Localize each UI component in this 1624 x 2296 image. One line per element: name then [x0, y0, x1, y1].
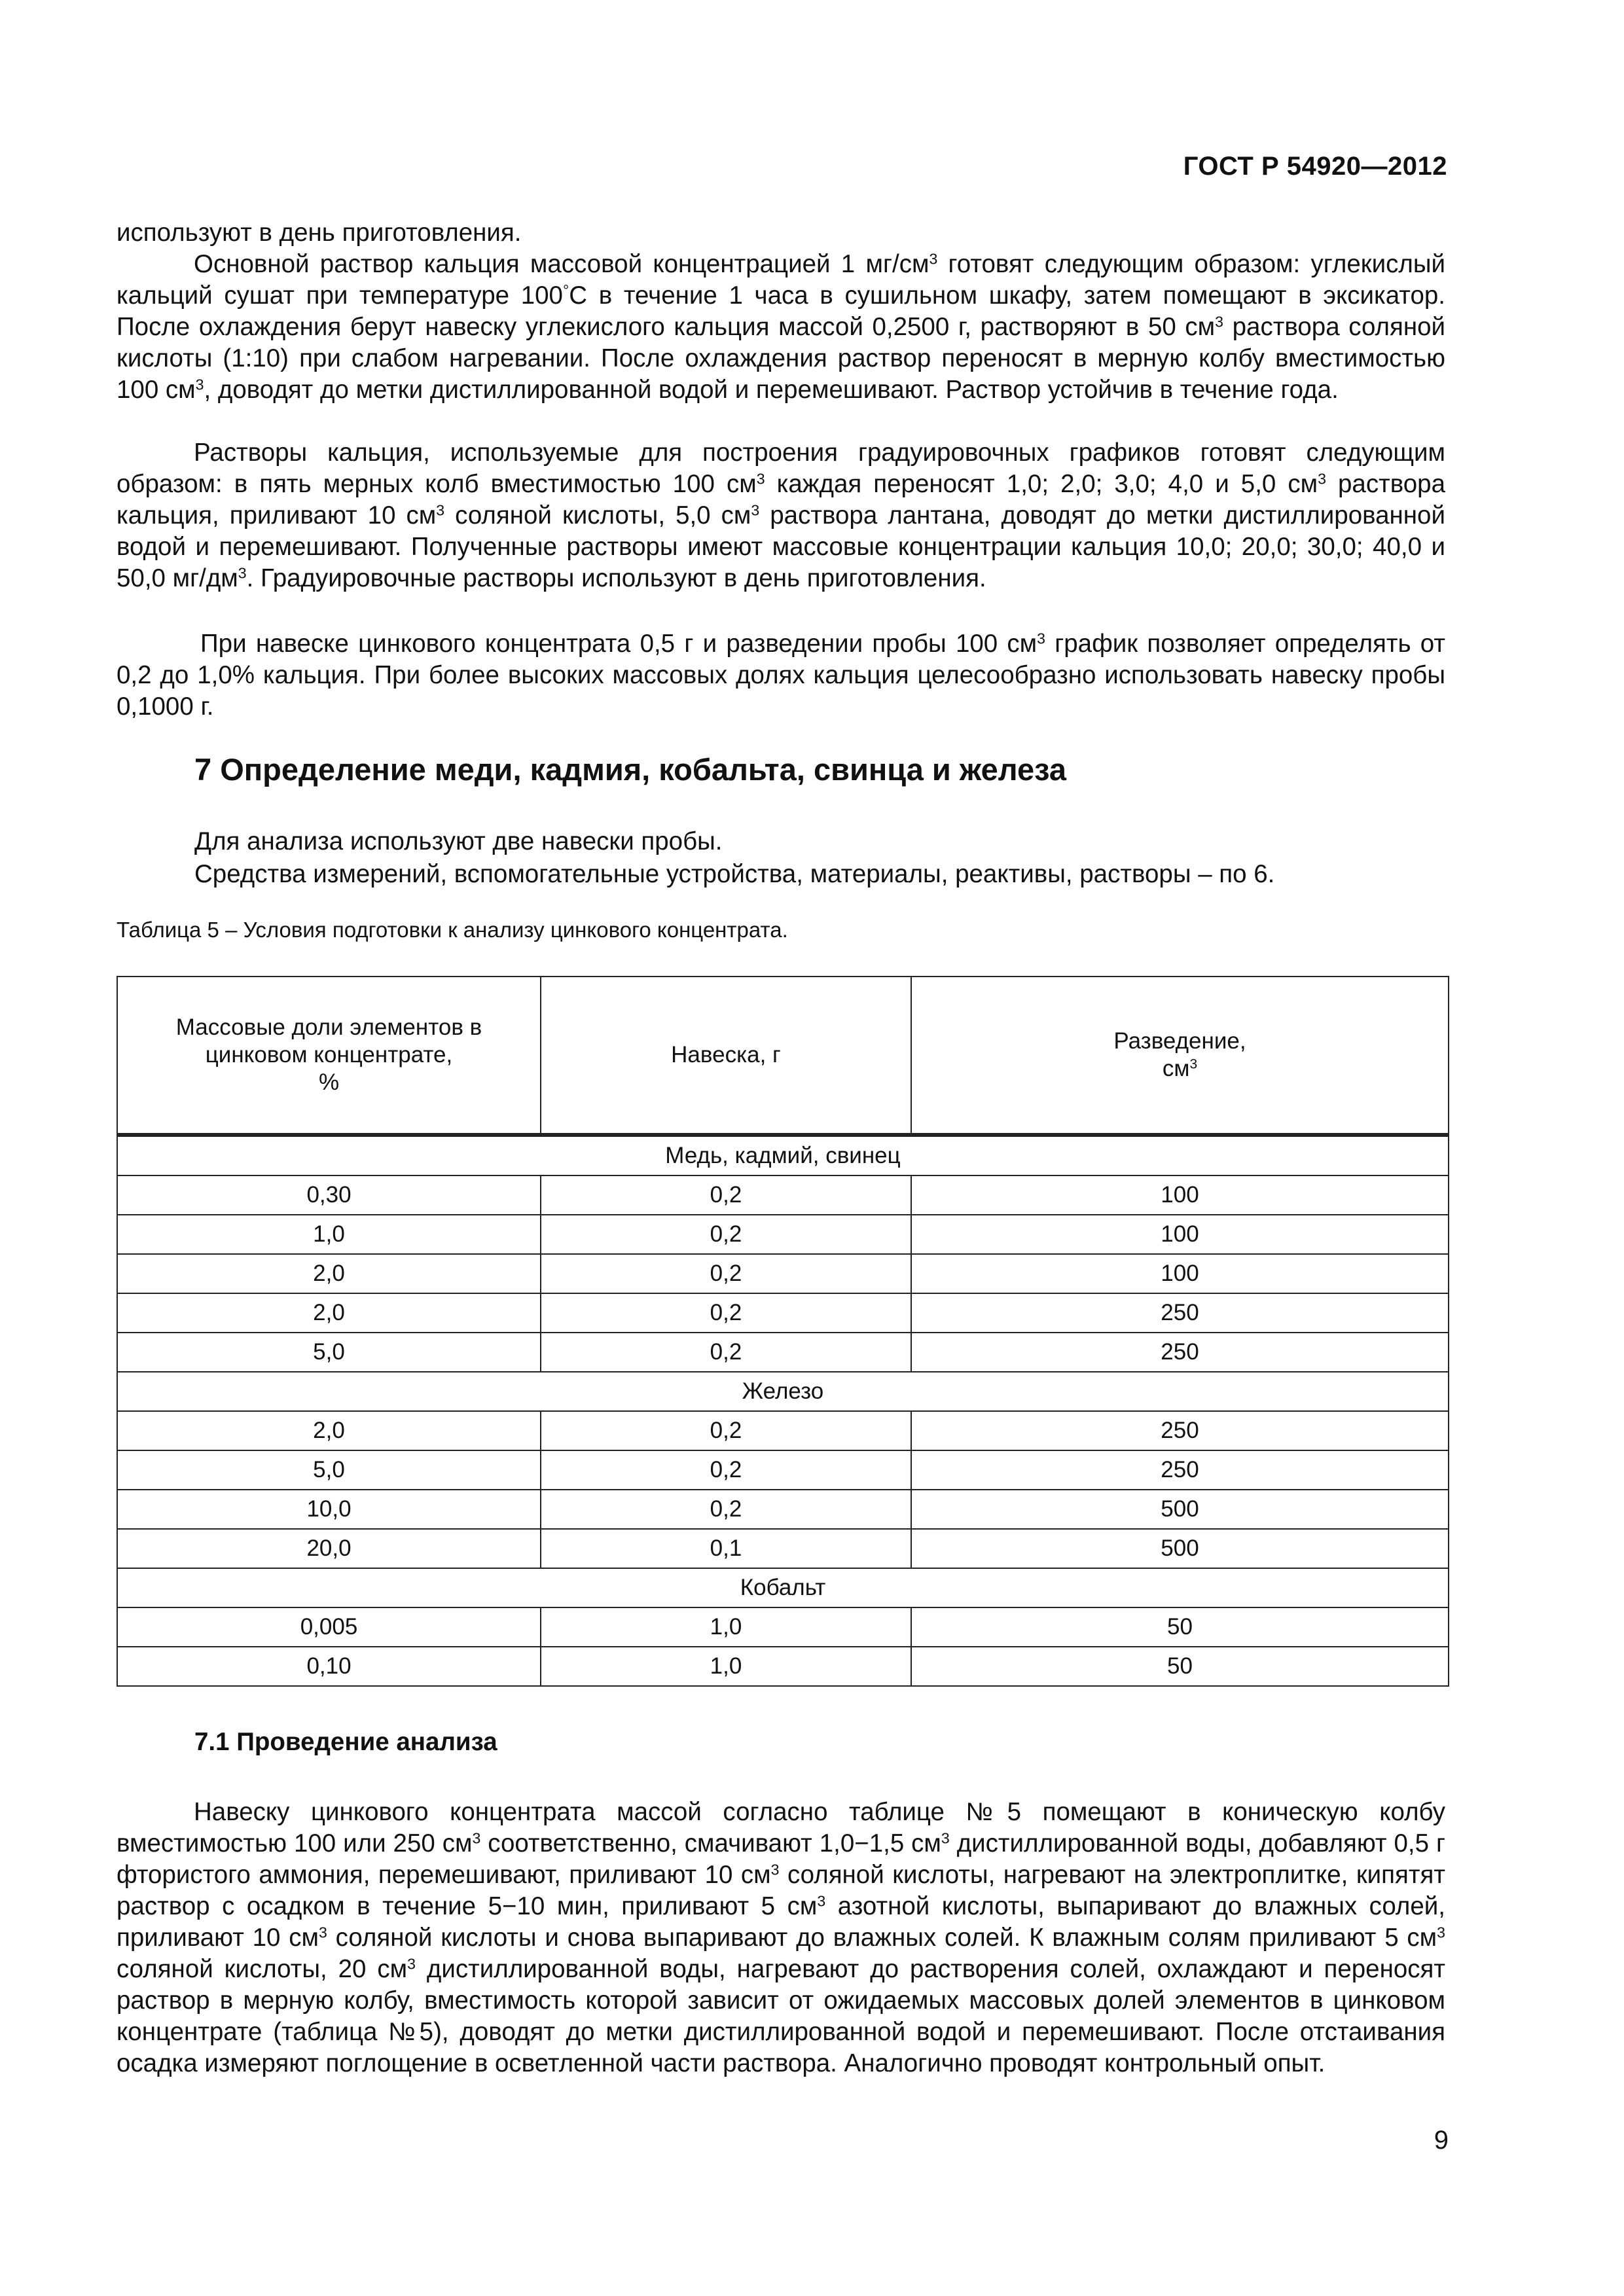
table-row	[117, 1607, 1449, 1647]
table-body	[117, 1135, 1449, 1686]
table-group-label: Железо	[117, 1372, 1449, 1411]
cell-dilution: 50	[911, 1647, 1449, 1686]
cell-mass-fraction: 0,10	[117, 1647, 541, 1686]
cell-mass-fraction: 0,30	[117, 1175, 541, 1215]
header-dilution-line-2: $см^3$	[1162, 1056, 1198, 1081]
cell-sample-mass: 0,2	[541, 1450, 911, 1490]
section-7-line-1: Для анализа используют две навески пробы.	[194, 827, 723, 855]
cell-dilution: 250	[911, 1450, 1449, 1490]
cell-sample-mass: 0,2	[541, 1411, 911, 1450]
table-group-row	[117, 1568, 1449, 1607]
section-7-1-heading: 7.1 Проведение анализа	[194, 1728, 497, 1756]
cell-dilution: 500	[911, 1529, 1449, 1568]
cell-dilution: 250	[911, 1293, 1449, 1333]
header-sample-mass: Навеска, г	[541, 977, 911, 1135]
cell-sample-mass: 0,2	[541, 1175, 911, 1215]
table-row	[117, 1215, 1449, 1254]
table-group-row	[117, 1372, 1449, 1411]
table-group-label: Кобальт	[117, 1568, 1449, 1607]
table-row	[117, 1450, 1449, 1490]
cell-dilution: 100	[911, 1175, 1449, 1215]
header-mass-fraction	[117, 977, 541, 1135]
table-5	[117, 976, 1449, 1687]
cell-dilution: 250	[911, 1333, 1449, 1372]
table-row	[117, 1529, 1449, 1568]
section-7-line-2: Средства измерений, вспомогательные устройства, материалы, реактивы, растворы – по 6.	[194, 860, 1275, 888]
table-row	[117, 1647, 1449, 1686]
table-row	[117, 1293, 1449, 1333]
paragraph-calcium-stock: Основной раствор кальция массовой концентрацией 1 $мг/см^3$ готовят следующим образом: углекислый кальций сушат при температуре 100°С в течение 1 часа в сушильном шкафу, затем помещают в эксикатор. После охлаждения берут навеску углекислого кальция массой 0,2500 г, растворяют в 50 $см^3$ раствора соляной кислоты (1:10) при слабом нагревании. После охлаждения раствор переносят в мерную колбу вместимостью 100 $см^3$, доводят до метки дистиллированной водой и перемешивают. Раствор устойчив в течение года.	[117, 250, 1446, 404]
cell-dilution: 100	[911, 1215, 1449, 1254]
cell-dilution: 500	[911, 1490, 1449, 1529]
cell-mass-fraction: 2,0	[117, 1293, 541, 1333]
table-row	[117, 1254, 1449, 1293]
cell-sample-mass: 0,2	[541, 1254, 911, 1293]
cell-sample-mass: 1,0	[541, 1647, 911, 1686]
cell-mass-fraction: 2,0	[117, 1254, 541, 1293]
cell-dilution: 50	[911, 1607, 1449, 1647]
cell-dilution: 100	[911, 1254, 1449, 1293]
cell-mass-fraction: 2,0	[117, 1411, 541, 1450]
cell-sample-mass: 0,2	[541, 1215, 911, 1254]
header-mass-fraction-line-3: %	[318, 1069, 340, 1095]
table-group-row	[117, 1135, 1449, 1175]
cell-mass-fraction: 20,0	[117, 1529, 541, 1568]
cell-sample-mass: 0,2	[541, 1490, 911, 1529]
paragraph-calibration-solutions: Растворы кальция, используемые для построения градуировочных графиков готовят следующим образом: в пять мерных колб вместимостью 100 $см^3$ каждая переносят 1,0; 2,0; 3,0; 4,0 и 5,0 $см^3$ раствора кальция, приливают 10 $см^3$ соляной кислоты, 5,0 $см^3$ раствора лантана, доводят до метки дистиллированной водой и перемешивают. Полученные растворы имеют массовые концентрации кальция 10,0; 20,0; 30,0; 40,0 и 50,0 $мг/дм^3$. Градуировочные растворы используют в день приготовления.	[117, 439, 1445, 592]
cell-sample-mass: 0,2	[541, 1293, 911, 1333]
document-header: ГОСТ Р 54920—2012	[1183, 152, 1447, 181]
cell-mass-fraction: 10,0	[117, 1490, 541, 1529]
page-number: 9	[1434, 2126, 1449, 2155]
table-5-caption: Таблица 5 – Условия подготовки к анализу цинкового концентрата.	[117, 918, 788, 942]
cell-dilution: 250	[911, 1411, 1449, 1450]
cell-sample-mass: 0,2	[541, 1333, 911, 1372]
paragraph-analysis-procedure: Навеску цинкового концентрата массой согласно таблице №5 помещают в коническую колбу вместимостью 100 или 250 $см^3$ соответственно, смачивают 1,0−1,5 $см^3$ дистиллированной воды, добавляют 0,5 г фтористого аммония, перемешивают, приливают 10 $см^3$ соляной кислоты, нагревают на электроплитке, кипятят раствор с осадком в течение 5−10 мин, приливают 5 $см^3$ азотной кислоты, выпаривают до влажных солей, приливают 10 $см^3$ соляной кислоты и снова выпаривают до влажных солей. К влажным солям приливают 5 $см^3$ соляной кислоты, 20 $см^3$ дистиллированной воды, нагревают до растворения солей, охлаждают и переносят раствор в мерную колбу, вместимость которой зависит от ожидаемых массовых долей элементов в цинковом концентрате (таблица №5), доводят до метки дистиллированной водой и перемешивают. После отстаивания осадка измеряют поглощение в осветленной части раствора. Аналогично проводят контрольный опыт.	[117, 1798, 1445, 2077]
table-row	[117, 1411, 1449, 1450]
cell-mass-fraction: 1,0	[117, 1215, 541, 1254]
cell-mass-fraction: 5,0	[117, 1450, 541, 1490]
table-row	[117, 1333, 1449, 1372]
header-mass-fraction-line-2: цинковом концентрате,	[205, 1042, 453, 1067]
cell-sample-mass: 1,0	[541, 1607, 911, 1647]
header-mass-fraction-line-1: Массовые доли элементов в	[175, 1014, 482, 1040]
paragraph-sample-range: При навеске цинкового концентрата 0,5 г и разведении пробы 100 $см^3$ график позволяет определять от 0,2 до 1,0% кальция. При более высоких массовых долях кальция целесообразно использовать навеску пробы 0,1000 г.	[117, 630, 1445, 721]
table-header-row	[117, 977, 1449, 1135]
section-7-heading: 7 Определение меди, кадмия, кобальта, свинца и железа	[194, 752, 1066, 787]
cell-sample-mass: 0,1	[541, 1529, 911, 1568]
table-group-label: Медь, кадмий, свинец	[117, 1135, 1449, 1175]
table-row	[117, 1490, 1449, 1529]
header-dilution-line-1: Разведение,	[1113, 1028, 1246, 1054]
header-dilution	[911, 977, 1449, 1135]
table-row	[117, 1175, 1449, 1215]
intro-line: используют в день приготовления.	[117, 219, 522, 247]
cell-mass-fraction: 5,0	[117, 1333, 541, 1372]
cell-mass-fraction: 0,005	[117, 1607, 541, 1647]
